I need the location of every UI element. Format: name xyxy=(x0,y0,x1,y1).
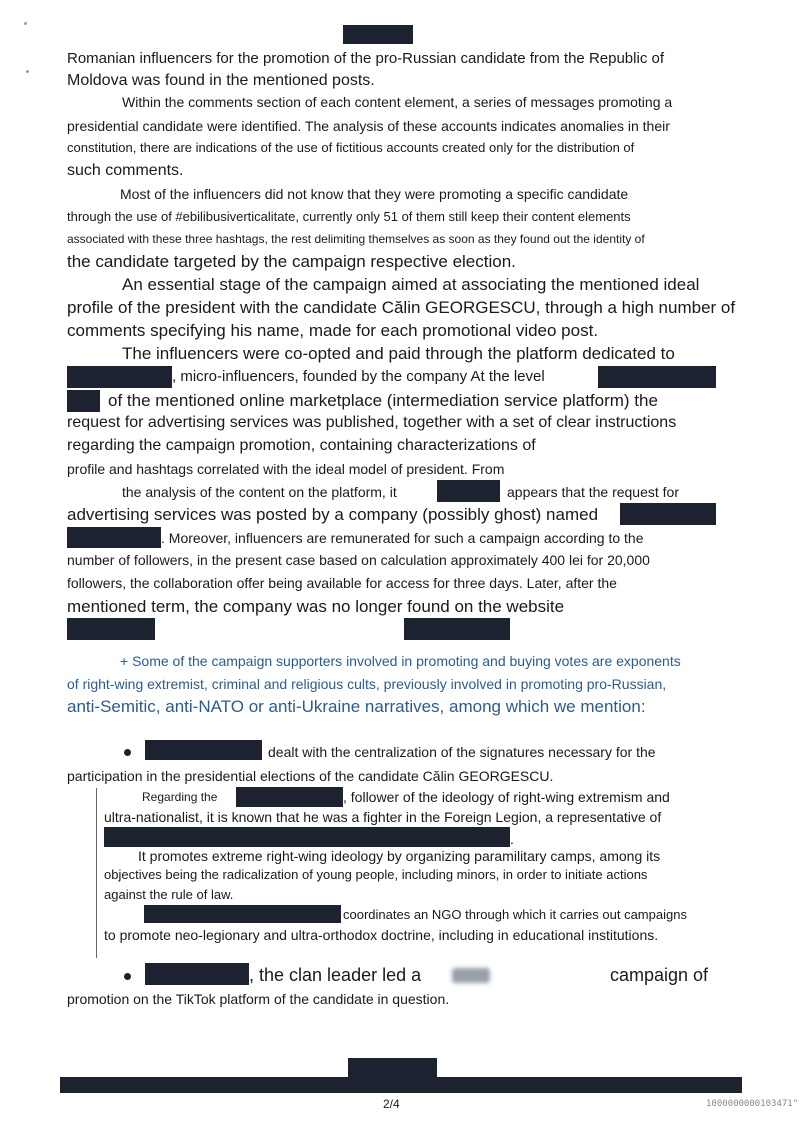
text-line: coordinates an NGO through which it carries out campaigns xyxy=(343,907,687,922)
text-line: of the mentioned online marketplace (intermediation service platform) the xyxy=(108,391,658,410)
redaction-block xyxy=(343,25,413,44)
text-line: participation in the presidential elections of the candidate Călin GEORGESCU. xyxy=(67,768,554,784)
redaction-block xyxy=(437,480,500,502)
text-line: An essential stage of the campaign aimed at associating the mentioned ideal xyxy=(122,275,700,294)
text-line: of right-wing extremist, criminal and religious cults, previously involved in promoting pro-Russian, xyxy=(67,676,667,692)
text-line: , the clan leader led a xyxy=(249,965,422,985)
redaction-block xyxy=(404,618,510,640)
text-line: + Some of the campaign supporters involved in promoting and buying votes are exponents xyxy=(120,653,681,669)
bullet-icon xyxy=(124,973,131,980)
text-line: constitution, there are indications of the use of fictitious accounts created only for the distribution of xyxy=(67,140,635,155)
text-line: such comments. xyxy=(67,162,184,179)
text-line: the candidate targeted by the campaign respective election. xyxy=(67,252,516,271)
redaction-block xyxy=(104,827,510,847)
text-line: followers, the collaboration offer being available for access for three days. Later, after the xyxy=(67,575,617,591)
scan-speck xyxy=(26,70,29,73)
text-line: Regarding the xyxy=(142,790,218,804)
text-line: to promote neo-legionary and ultra-orthodox doctrine, including in educational institutions. xyxy=(104,927,659,943)
text-line: regarding the campaign promotion, containing characterizations of xyxy=(67,437,536,454)
redaction-block xyxy=(145,963,249,985)
text-line: the analysis of the content on the platform, it xyxy=(122,484,397,500)
text-line: comments specifying his name, made for each promotional video post. xyxy=(67,321,599,340)
text-line: Moldova was found in the mentioned posts. xyxy=(67,72,375,89)
footer-redaction-bar xyxy=(60,1077,742,1093)
redaction-block xyxy=(144,905,341,923)
text-line: anti-Semitic, anti-NATO or anti-Ukraine narratives, among which we mention: xyxy=(67,697,646,716)
text-line: request for advertising services was published, together with a set of clear instructions xyxy=(67,414,677,431)
text-line: , follower of the ideology of right-wing extremism and xyxy=(343,789,670,805)
document-code: 1000000000103471" xyxy=(706,1099,799,1109)
text-line: mentioned term, the company was no longer found on the website xyxy=(67,597,565,616)
text-line: objectives being the radicalization of young people, including minors, in order to initiate actions xyxy=(104,867,648,882)
text-line: appears that the request for xyxy=(507,484,679,500)
text-line: campaign of xyxy=(610,965,709,985)
text-line: Within the comments section of each content element, a series of messages promoting a xyxy=(122,94,673,110)
redaction-block xyxy=(67,618,155,640)
text-line: through the use of #ebilibusiverticalitate, currently only 51 of them still keep their content elements xyxy=(67,209,631,224)
text-line: ultra-nationalist, it is known that he was a fighter in the Foreign Legion, a representative of xyxy=(104,809,662,825)
text-line: The influencers were co-opted and paid through the platform dedicated to xyxy=(122,344,675,363)
page-number: 2/4 xyxy=(383,1097,400,1111)
redaction-block xyxy=(598,366,716,388)
redaction-block xyxy=(620,503,716,525)
text-line: profile and hashtags correlated with the ideal model of president. From xyxy=(67,461,505,477)
redaction-block xyxy=(67,390,100,412)
text-line: It promotes extreme right-wing ideology by organizing paramilitary camps, among its xyxy=(138,848,661,864)
redaction-block xyxy=(67,366,172,388)
scan-speck xyxy=(24,22,27,25)
text-line: presidential candidate were identified. The analysis of these accounts indicates anomalies in their xyxy=(67,118,670,134)
text-line: , micro-influencers, founded by the company At the level xyxy=(172,368,545,385)
text-line: Romanian influencers for the promotion of the pro-Russian candidate from the Republic of xyxy=(67,50,664,67)
text-line: Most of the influencers did not know that they were promoting a specific candidate xyxy=(120,186,629,202)
text-line: promotion on the TikTok platform of the candidate in question. xyxy=(67,991,450,1007)
redaction-block xyxy=(236,787,343,807)
redaction-block xyxy=(145,740,262,760)
redaction-block xyxy=(67,527,161,548)
text-line: . xyxy=(510,831,514,847)
text-line: profile of the president with the candidate Călin GEORGESCU, through a high number of xyxy=(67,298,736,317)
text-line: associated with these three hashtags, the rest delimiting themselves as soon as they found out the identity of xyxy=(67,232,645,246)
text-line: number of followers, in the present case based on calculation approximately 400 lei for 20,000 xyxy=(67,552,650,568)
margin-line xyxy=(96,788,97,958)
text-line: against the rule of law. xyxy=(104,887,234,902)
text-line: dealt with the centralization of the signatures necessary for the xyxy=(268,744,656,760)
text-line: . Moreover, influencers are remunerated for such a campaign according to the xyxy=(161,530,644,546)
text-line: advertising services was posted by a company (possibly ghost) named xyxy=(67,505,599,524)
bullet-icon xyxy=(124,749,131,756)
blurred-word xyxy=(452,968,490,983)
